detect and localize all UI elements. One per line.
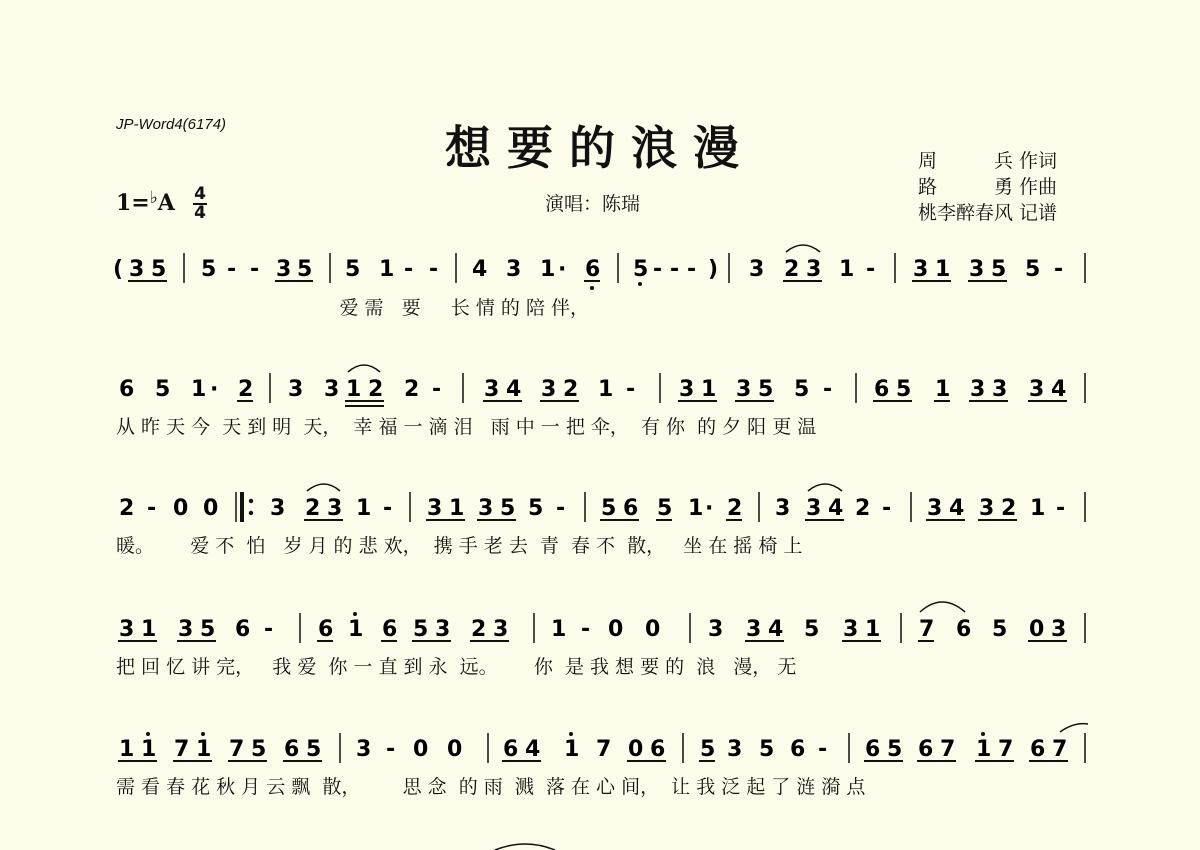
tie-arc: [808, 484, 842, 491]
note: 1: [976, 737, 992, 762]
note: -: [227, 257, 237, 282]
lyricist-credit: 周 兵 作词: [918, 150, 1058, 172]
note: 3: [969, 257, 985, 282]
note: 6: [382, 617, 398, 642]
note: -: [581, 617, 591, 642]
note: 6: [918, 737, 934, 762]
note: 5: [992, 617, 1008, 642]
note: 5: [657, 496, 673, 521]
note: ·: [558, 257, 567, 282]
key-prefix: 1=: [116, 190, 150, 216]
score-line-4: [118, 602, 1085, 643]
note: 3: [270, 496, 286, 521]
note: -: [818, 737, 828, 762]
note: 1: [196, 737, 212, 762]
note: -: [250, 257, 260, 282]
note: 3: [1029, 377, 1045, 402]
note: 3: [1051, 617, 1067, 642]
note: 7: [229, 737, 245, 762]
time-bottom: 4: [194, 203, 206, 223]
note: 0: [1029, 617, 1045, 642]
note: 3: [541, 377, 557, 402]
note: 3: [736, 377, 752, 402]
note: 6: [1030, 737, 1046, 762]
note: 4: [828, 496, 844, 521]
note: 5: [794, 377, 810, 402]
note: 5: [633, 257, 649, 282]
note: 3: [708, 617, 724, 642]
note: 3: [129, 257, 145, 282]
note: 1: [119, 737, 135, 762]
note: 2: [855, 496, 871, 521]
note: 3: [913, 257, 929, 282]
note: 0: [608, 617, 624, 642]
note: 2: [305, 496, 321, 521]
note: -: [687, 257, 697, 282]
transcriber-credit: 桃李醉春风 记谱: [918, 202, 1058, 224]
note: 5: [345, 257, 361, 282]
note: -: [556, 496, 566, 521]
note: 3: [927, 496, 943, 521]
note: 2: [1001, 496, 1017, 521]
tie-arc: [920, 602, 965, 612]
note: -: [147, 496, 157, 521]
note: 5: [201, 257, 217, 282]
note: 1: [379, 257, 395, 282]
note: 3: [119, 617, 135, 642]
note: -: [653, 257, 663, 282]
note: (: [113, 257, 124, 282]
note: 2: [784, 257, 800, 282]
software-watermark: JP-Word4(6174): [116, 116, 227, 133]
note: -: [882, 496, 892, 521]
note: 3: [427, 496, 443, 521]
lyrics-line-4: 把 回 忆 讲 完， 我 爱 你 一 直 到 永 远。 你 是 我 想 要 的 浪 漫， 无: [116, 656, 797, 678]
note: 5: [804, 617, 820, 642]
note: -: [626, 377, 636, 402]
note: 7: [1052, 737, 1068, 762]
high-octave-dot: [353, 612, 357, 616]
note: 6: [790, 737, 806, 762]
high-octave-dot: [569, 732, 573, 736]
note: -: [432, 377, 442, 402]
note: 5: [758, 377, 774, 402]
tie-arc: [495, 844, 555, 850]
note: -: [264, 617, 274, 642]
note: 3: [478, 496, 494, 521]
note: 1: [935, 377, 951, 402]
note: 0: [203, 496, 219, 521]
note: 1: [141, 737, 157, 762]
note: ): [708, 257, 719, 282]
score-line-3: [119, 484, 1085, 522]
note: 1: [346, 377, 362, 402]
note: 5: [887, 737, 903, 762]
note: 1: [935, 257, 951, 282]
tie-arc: [307, 484, 340, 491]
note: 5: [297, 257, 313, 282]
note: 6: [623, 496, 639, 521]
note: 4: [525, 737, 541, 762]
flat-symbol: ♭: [149, 188, 158, 208]
note: -: [386, 737, 396, 762]
note: 1: [356, 496, 372, 521]
song-title: 想要的浪漫: [445, 121, 755, 175]
note: 3: [435, 617, 451, 642]
tie-arc: [786, 245, 820, 252]
note: ·: [210, 377, 219, 402]
note: 6: [119, 377, 135, 402]
note: -: [866, 257, 876, 282]
note: -: [383, 496, 393, 521]
note: 3: [806, 496, 822, 521]
tie-arc: [1060, 724, 1088, 732]
note: 4: [949, 496, 965, 521]
note: 3: [178, 617, 194, 642]
note: -: [1054, 257, 1064, 282]
note: 5: [155, 377, 171, 402]
note: 3: [356, 737, 372, 762]
high-octave-dot: [146, 732, 150, 736]
tie-arc: [348, 365, 380, 372]
note: -: [670, 257, 680, 282]
note: 1: [688, 496, 704, 521]
note: 0: [173, 496, 189, 521]
lyrics-line-2: 从 昨 天 今 天 到 明 天， 幸 福 一 滴 泪 雨 中 一 把 伞， 有 你 的 夕 阳 更 温: [116, 416, 817, 438]
note: 1: [551, 617, 567, 642]
note: 5: [200, 617, 216, 642]
note: 2: [404, 377, 420, 402]
note: ·: [705, 496, 714, 521]
note: 1: [598, 377, 614, 402]
composer-credit: 路 勇 作曲: [918, 176, 1058, 198]
note: 3: [506, 257, 522, 282]
note: 3: [288, 377, 304, 402]
note: 5: [991, 257, 1007, 282]
note: 0: [413, 737, 429, 762]
note: 3: [970, 377, 986, 402]
note: 6: [503, 737, 519, 762]
high-octave-dot: [201, 732, 205, 736]
key-note: A: [157, 190, 175, 216]
note: 1: [1030, 496, 1046, 521]
lyrics-line-3: 暖。 爱 不 怕 岁 月 的 悲 欢， 携 手 老 去 青 春 不 散， 坐 在 摇 椅 上: [116, 535, 803, 557]
note: 6: [956, 617, 972, 642]
score-line-2: [119, 365, 1085, 406]
note: -: [823, 377, 833, 402]
note: -: [1056, 496, 1066, 521]
note: 1: [191, 377, 207, 402]
note: 5: [601, 496, 617, 521]
note: 6: [874, 377, 890, 402]
note: 5: [700, 737, 716, 762]
note: 5: [1025, 257, 1041, 282]
note: 3: [276, 257, 292, 282]
note: 3: [746, 617, 762, 642]
score-line-1: [113, 245, 1085, 290]
note: 1: [141, 617, 157, 642]
note: 2: [238, 377, 254, 402]
note: 3: [843, 617, 859, 642]
note: 1: [865, 617, 881, 642]
note: 7: [596, 737, 612, 762]
note: 5: [251, 737, 267, 762]
note: 2: [563, 377, 579, 402]
note: 2: [119, 496, 135, 521]
note: 1: [839, 257, 855, 282]
note: 4: [472, 257, 488, 282]
note: 2: [727, 496, 743, 521]
note: 1: [540, 257, 556, 282]
note: -: [429, 257, 439, 282]
note: 3: [727, 737, 743, 762]
note: -: [404, 257, 414, 282]
note: 5: [151, 257, 167, 282]
note: 6: [284, 737, 300, 762]
note: 5: [306, 737, 322, 762]
note: 3: [775, 496, 791, 521]
note: 5: [500, 496, 516, 521]
note: 0: [447, 737, 463, 762]
note: 3: [327, 496, 343, 521]
note: 3: [749, 257, 765, 282]
low-octave-dot: [638, 282, 642, 286]
note: 4: [506, 377, 522, 402]
note: 2: [368, 377, 384, 402]
note: 1: [564, 737, 580, 762]
note: 7: [998, 737, 1014, 762]
note: 1: [449, 496, 465, 521]
note: 5: [528, 496, 544, 521]
note: 3: [979, 496, 995, 521]
note: 7: [919, 617, 935, 642]
note: 4: [1051, 377, 1067, 402]
note: 7: [940, 737, 956, 762]
lyrics-line-1: 爱 需 要 长 情 的 陪 伴，: [116, 297, 589, 319]
note: 5: [896, 377, 912, 402]
note: 2: [471, 617, 487, 642]
note: 7: [174, 737, 190, 762]
note: 4: [768, 617, 784, 642]
note: 6: [235, 617, 251, 642]
note: 6: [318, 617, 334, 642]
note: 3: [992, 377, 1008, 402]
note: 6: [585, 257, 601, 282]
note: 0: [628, 737, 644, 762]
note: 6: [650, 737, 666, 762]
repeat-dot: [249, 511, 253, 515]
note: 3: [484, 377, 500, 402]
high-octave-dot: [981, 732, 985, 736]
note: 3: [806, 257, 822, 282]
note: 5: [759, 737, 775, 762]
singer-credit: 演唱：陈瑞: [545, 193, 641, 215]
note: 3: [324, 377, 340, 402]
score-line-5: [118, 724, 1088, 763]
note: 1: [348, 617, 364, 642]
note: 0: [645, 617, 661, 642]
note: 5: [413, 617, 429, 642]
note: 6: [865, 737, 881, 762]
note: 3: [679, 377, 695, 402]
lyrics-line-5: 需 看 春 花 秋 月 云 飘 散， 思 念 的 雨 溅 落 在 心 间， 让 我 泛 起 了 涟 漪 点: [116, 776, 866, 798]
note: 1: [701, 377, 717, 402]
note: 3: [493, 617, 509, 642]
time-top: 4: [194, 184, 206, 204]
low-octave-dot: [590, 286, 594, 290]
repeat-dot: [249, 499, 253, 503]
